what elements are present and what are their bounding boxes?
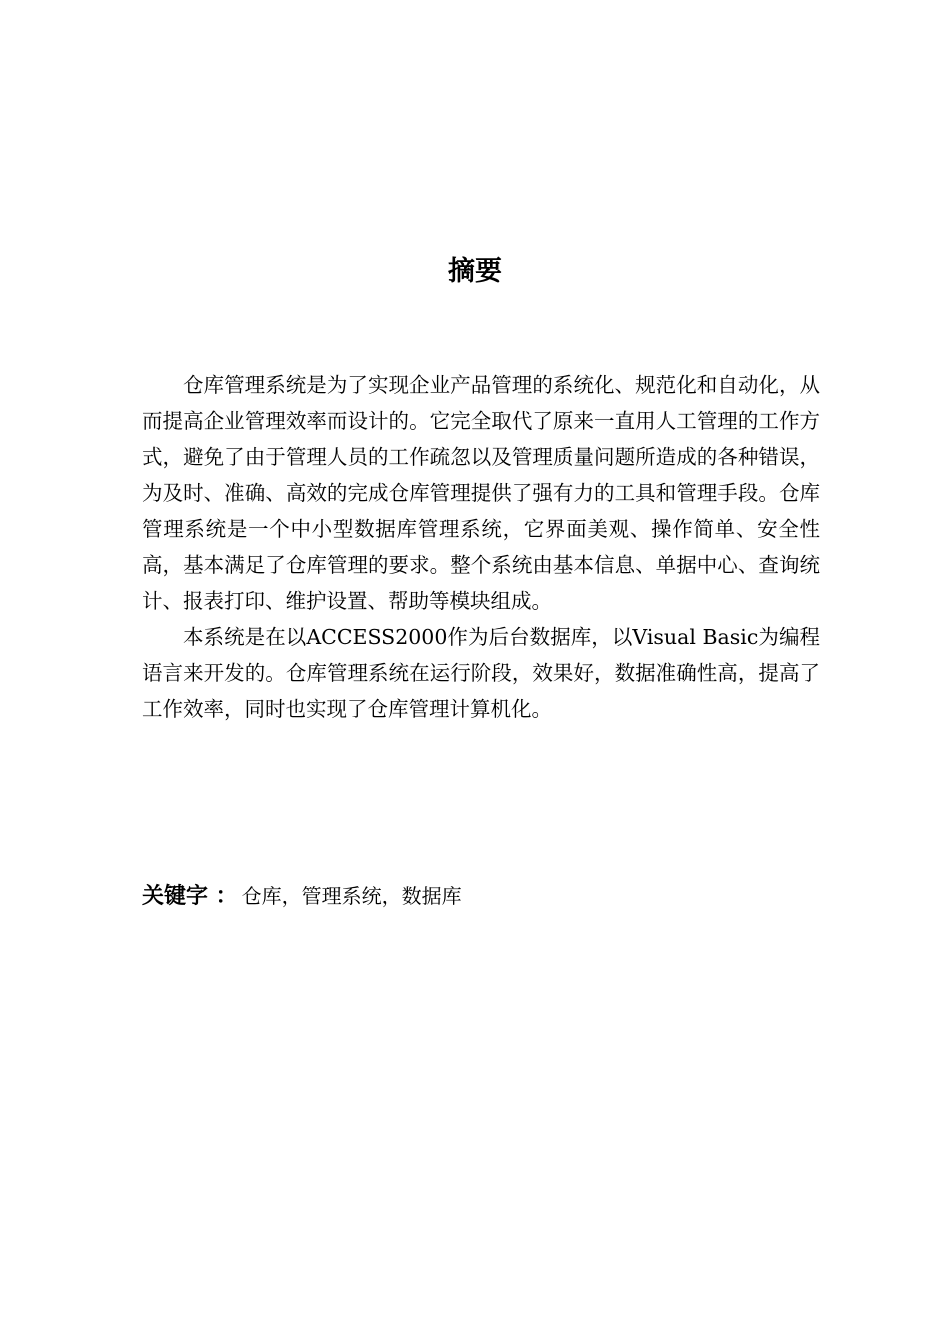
- page-title: 摘要: [448, 256, 502, 287]
- keywords-line: [142, 878, 820, 917]
- keywords-value: 仓库，管理系统，数据库: [241, 884, 462, 908]
- abstract-paragraph-1: 仓库管理系统是为了实现企业产品管理的系统化、规范化和自动化，从而提高企业管理效率而设计的。它完全取代了原来一直用人工管理的工作方式，避免了由于管理人员的工作疏忽以及管理质量问题所造成的各种错误，为及时、准确、高效的完成仓库管理提供了强有力的工具和管理手段。仓库管理系统是一个中小型数据库管理系统，它界面美观、操作简单、安全性高，基本满足了仓库管理的要求。整个系统由基本信息、单据中心、查询统计、报表打印、维护设置、帮助等模块组成。: [142, 373, 820, 613]
- keywords-label: 关键字 ：: [142, 884, 238, 909]
- abstract-paragraph-2: 本系统是在以ACCESS2000作为后台数据库，以Visual Basic为编程语言来开发的。仓库管理系统在运行阶段，效果好，数据准确性高，提高了工作效率，同时也实现了仓库管理计算机化。: [142, 625, 820, 721]
- abstract-body: [142, 367, 820, 727]
